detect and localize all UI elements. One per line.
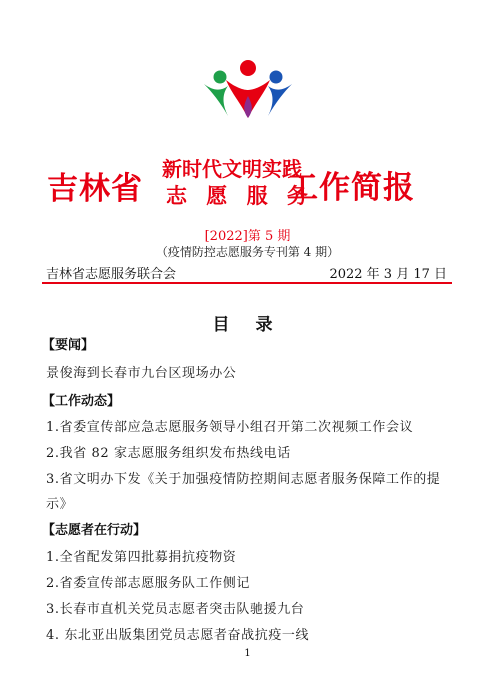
special-issue-note: （疫情防控志愿服务专刊第 4 期）	[155, 245, 340, 259]
publish-date: 2022 年 3 月 17 日	[329, 267, 447, 282]
toc-section-heading: 【要闻】	[42, 338, 95, 353]
toc-item: 2.我省 82 家志愿服务组织发布热线电话	[46, 446, 291, 461]
toc-item: 3.省文明办下发《关于加强疫情防控期间志愿者服务保障工作的提	[46, 472, 441, 487]
masthead-province: 吉林省	[47, 171, 143, 207]
toc-item: 2.省委宣传部志愿服务队工作侧记	[46, 576, 251, 591]
toc-section-heading: 【工作动态】	[42, 394, 121, 409]
toc-item: 示》	[46, 497, 74, 512]
page-number: 1	[244, 648, 251, 659]
toc-item: 1.省委宣传部应急志愿服务领导小组召开第二次视频工作会议	[46, 420, 414, 435]
toc-item: 1.全省配发第四批募捐抗疫物资	[46, 550, 237, 565]
masthead-subtitle-line1: 新时代文明实践	[162, 157, 302, 181]
volunteer-logo-icon	[198, 58, 298, 120]
toc-section-heading: 【志愿者在行动】	[42, 523, 147, 538]
issue-number: [2022]第 5 期	[204, 229, 291, 244]
toc-title: 目 录	[212, 315, 283, 335]
toc-item: 景俊海到长春市九台区现场办公	[46, 366, 237, 381]
toc-item: 3.长春市直机关党员志愿者突击队驰援九台	[46, 602, 305, 617]
header-divider	[42, 282, 452, 284]
toc-item: 4. 东北亚出版集团党员志愿者奋战抗疫一线	[46, 628, 310, 643]
masthead-subtitle-line2: 志 愿 服 务	[166, 183, 314, 208]
masthead-bulletin: 工作简报	[287, 170, 415, 206]
publisher-org: 吉林省志愿服务联合会	[46, 267, 177, 282]
